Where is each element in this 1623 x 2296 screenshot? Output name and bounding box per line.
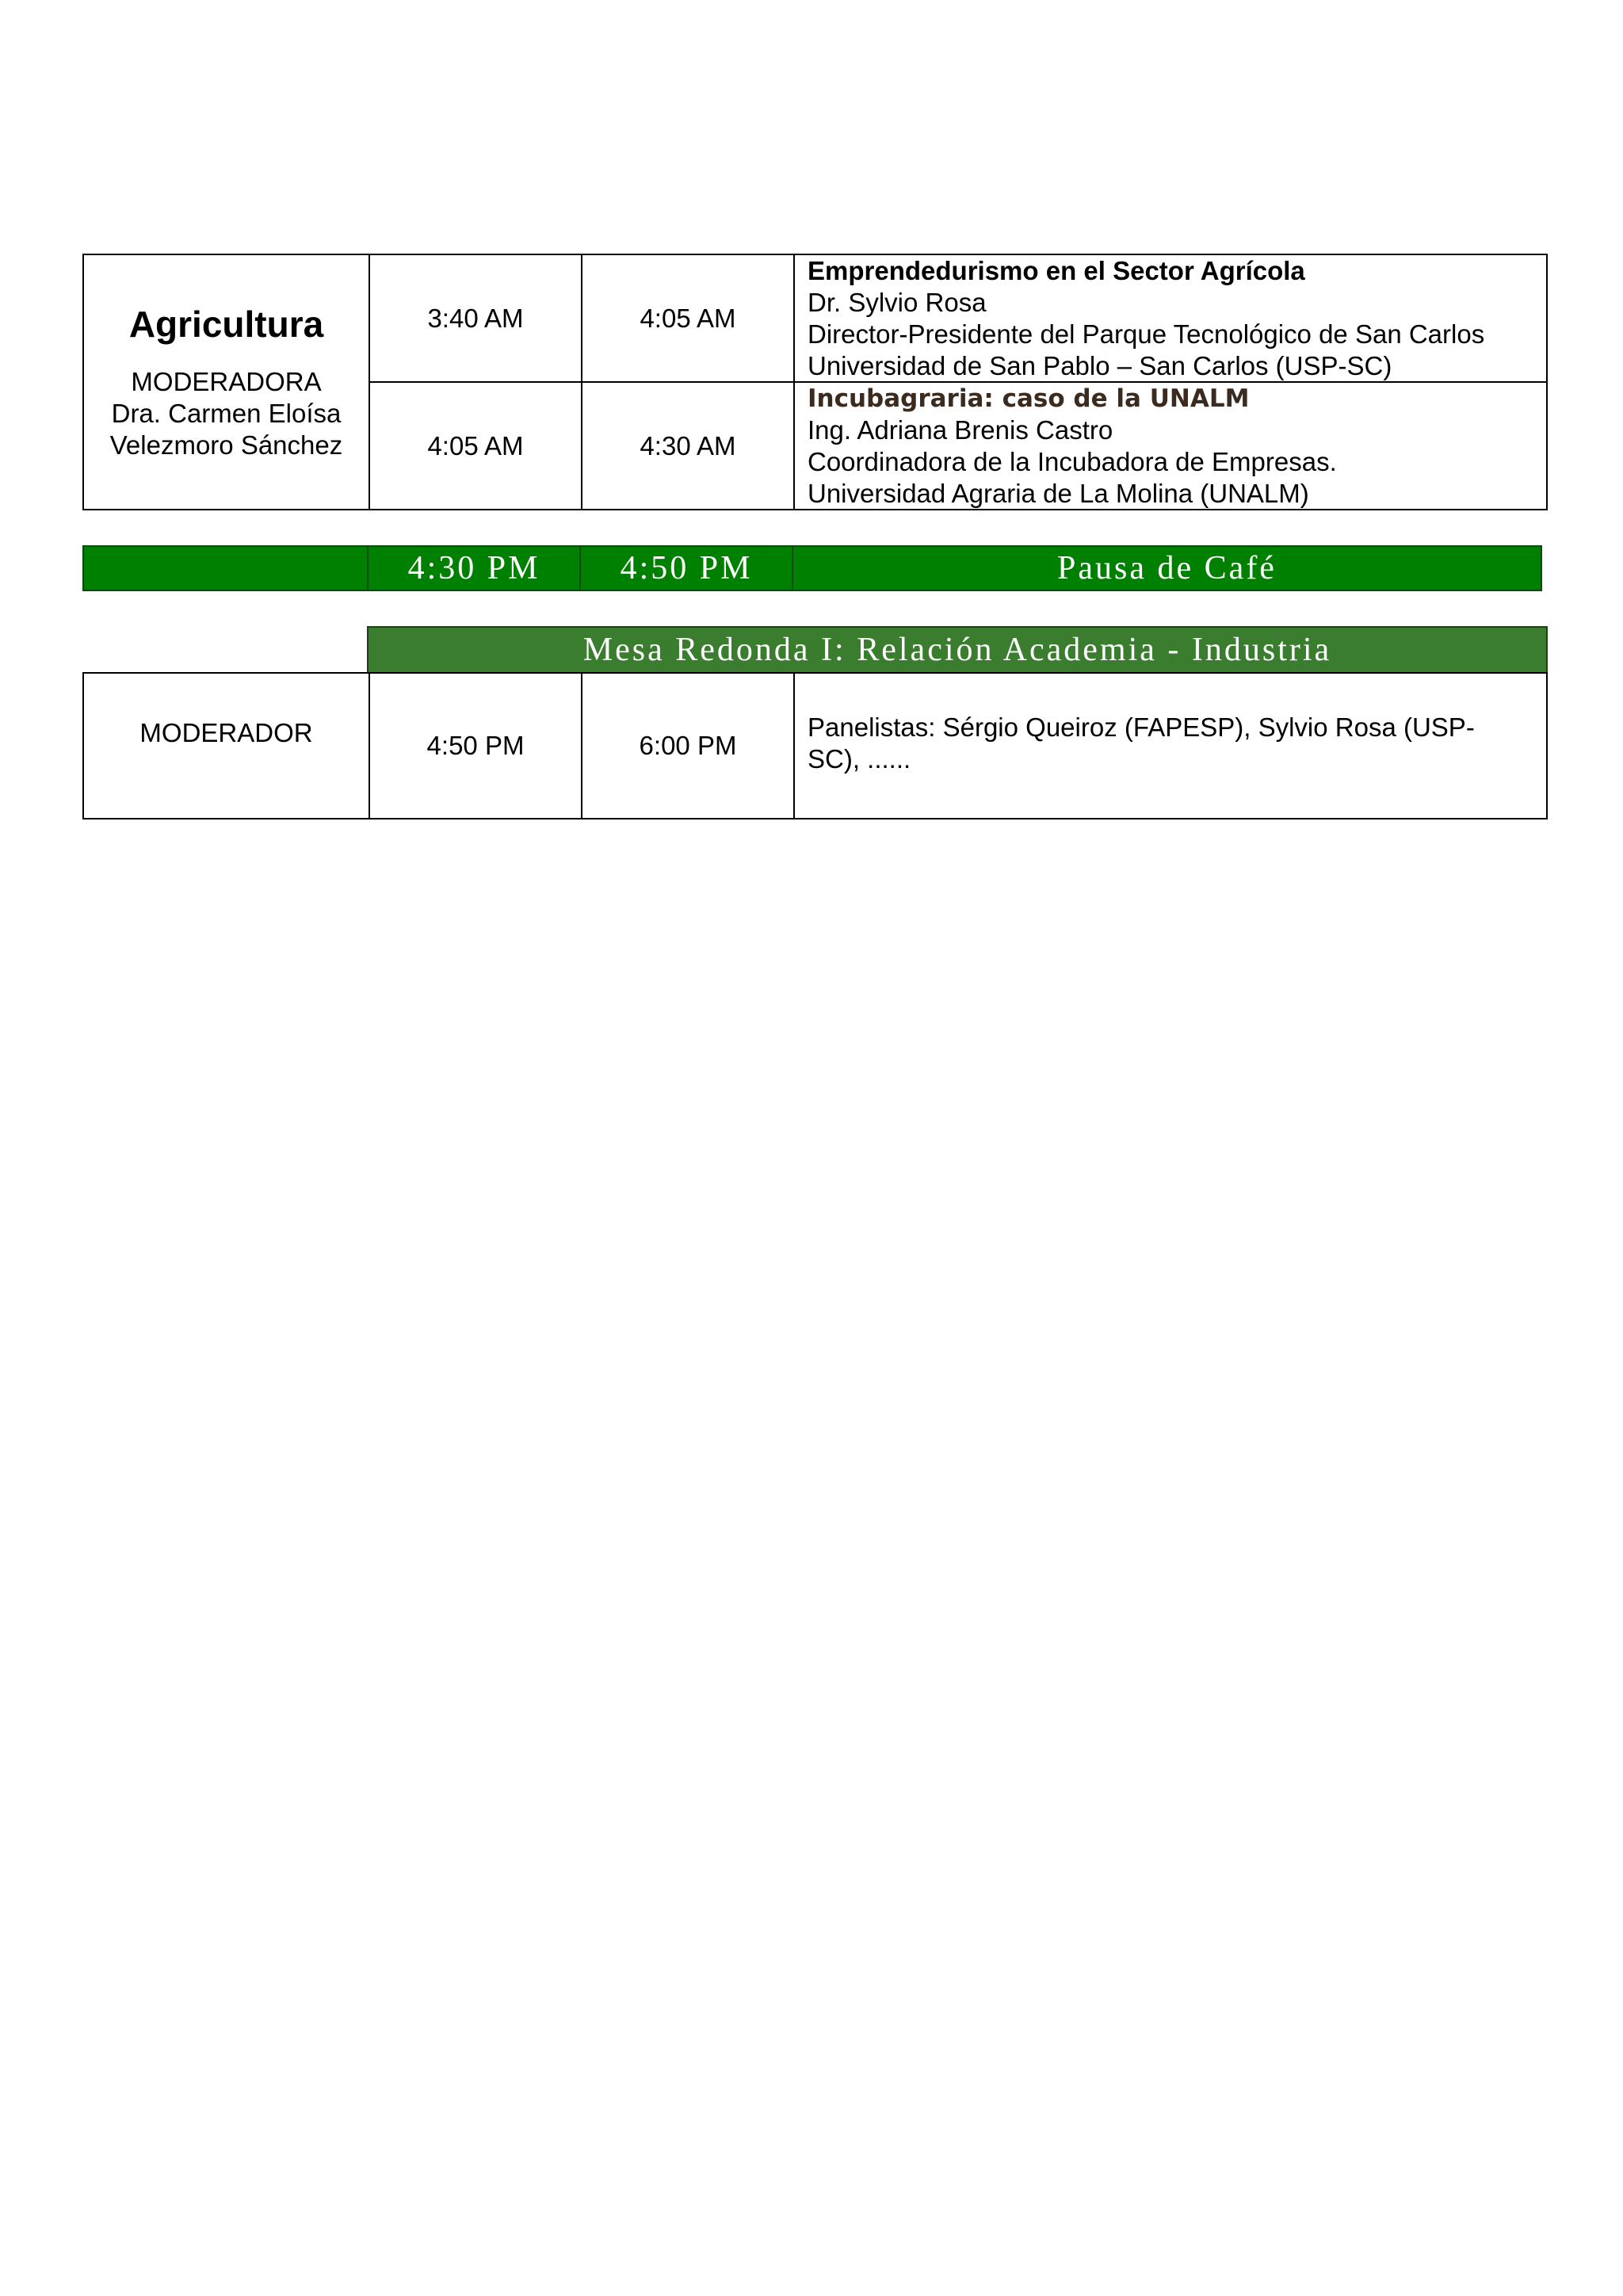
talk-1-title: Emprendedurismo en el Sector Agrícola <box>808 255 1305 285</box>
talk-2-position: Coordinadora de la Incubadora de Empresas. <box>808 446 1337 476</box>
coffee-break-end: 4:50 PM <box>620 550 753 586</box>
coffee-break-label: Pausa de Café <box>1057 550 1277 586</box>
talk-2-start-time: 4:05 AM <box>427 430 524 460</box>
moderator-name-line2: Velezmoro Sánchez <box>109 430 343 460</box>
round-table-row <box>82 672 1548 819</box>
talk-1-details <box>795 255 1546 381</box>
coffee-break-bar <box>82 545 1542 591</box>
panelists-line2: SC), ...... <box>808 744 911 774</box>
moderator-role: MODERADORA <box>131 367 322 396</box>
talk-1-start-time: 3:40 AM <box>427 303 524 333</box>
talk-2-details <box>795 383 1546 509</box>
talk-2-end-time: 4:30 AM <box>640 430 736 460</box>
talk-1-speaker: Dr. Sylvio Rosa <box>808 287 987 317</box>
talk-1-position: Director-Presidente del Parque Tecnológico de San Carlos <box>808 319 1485 349</box>
talk-1-institution: Universidad de San Pablo – San Carlos (USP-SC) <box>808 350 1392 380</box>
round-table-panelists <box>795 674 1546 818</box>
round-table-header <box>367 626 1548 674</box>
session-table <box>82 254 1548 510</box>
coffee-break-start: 4:30 PM <box>407 550 540 586</box>
panelists-line1: Panelistas: Sérgio Queiroz (FAPESP), Sylvio Rosa (USP- <box>808 712 1475 742</box>
talk-2-speaker: Ing. Adriana Brenis Castro <box>808 415 1113 445</box>
area-cell <box>84 255 369 509</box>
round-table-start: 4:50 PM <box>426 731 525 760</box>
talk-2-institution: Universidad Agraria de La Molina (UNALM) <box>808 478 1309 508</box>
round-table-end: 6:00 PM <box>639 731 737 760</box>
talk-2-title: Incubagraria: caso de la UNALM <box>808 384 1250 413</box>
round-table-moderator: MODERADOR <box>139 718 313 747</box>
moderator-name-line1: Dra. Carmen Eloísa <box>111 399 342 428</box>
area-title: Agricultura <box>128 304 324 345</box>
round-table-title: Mesa Redonda I: Relación Academia - Industria <box>582 632 1332 668</box>
talk-1-end-time: 4:05 AM <box>640 303 736 333</box>
